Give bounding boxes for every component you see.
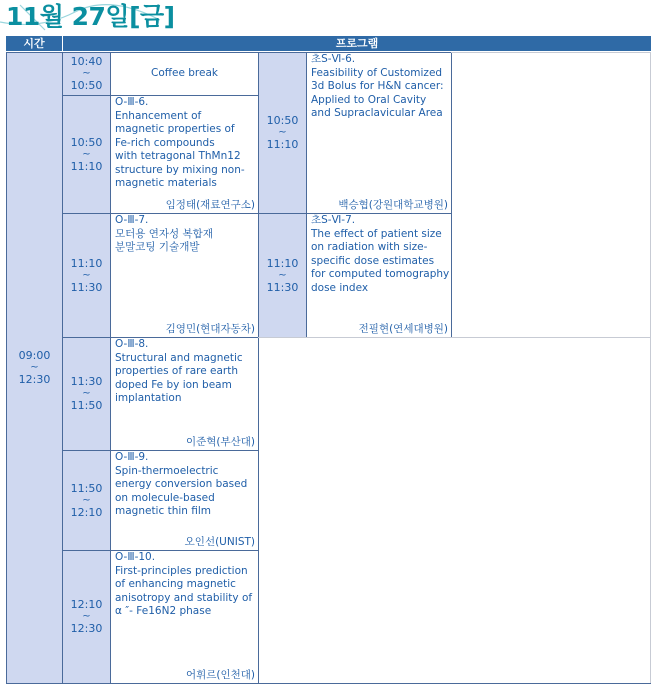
program-o-iii-8: O-Ⅲ-8. Structural and magnetic properties of rare earth doped Fe by ion beam implantation 이준혁(부산대) — [110, 337, 259, 451]
program-o-iii-7: O-Ⅲ-7. 모터용 연자성 복합재 분말코팅 기술개발 김영민(현대자동차) — [110, 213, 259, 338]
program-o-iii-10: O-Ⅲ-10. First-principles prediction of enhancing magnetic anisotropy and stability of α ″- Fe16N2 phase 어휘르(인천대) — [110, 550, 259, 684]
time-cell-r0: 10:50 ~ 11:10 — [258, 52, 307, 214]
session-end: 12:30 — [18, 373, 51, 386]
program-o-iii-9: O-Ⅲ-9. Spin-thermoelectric energy conversion based on molecule-based magnetic thin film 오인선(UNIST) — [110, 450, 259, 551]
speaker: 임정태(재료연구소) — [165, 198, 255, 211]
empty-right-cell — [451, 52, 651, 338]
time-cell-l5: 12:10 ~ 12:30 — [62, 550, 111, 684]
header-program: 프로그램 — [63, 36, 651, 51]
program-coffee-break: Coffee break — [110, 52, 259, 96]
speaker: 이준혁(부산대) — [185, 435, 255, 448]
speaker: 전필현(연세대병원) — [358, 322, 448, 335]
time-cell-l4: 11:50 ~ 12:10 — [62, 450, 111, 551]
speaker: 어휘르(인천대) — [185, 668, 255, 681]
time-cell-l2: 11:10 ~ 11:30 — [62, 213, 111, 338]
time-cell-l1: 10:50 ~ 11:10 — [62, 95, 111, 214]
program-s-vi-6: 초S-Ⅵ-6. Feasibility of Customized 3d Bolus for H&N cancer: Applied to Oral Cavity and Supraclavicular Area 백승협(강원대학교병원) — [306, 52, 452, 214]
speaker: 백승협(강원대학교병원) — [338, 198, 448, 211]
program-s-vi-7: 초S-Ⅵ-7. The effect of patient size on radiation with size- specific dose estimates for computed tomography dose index 전필현(연세대병원) — [306, 213, 452, 338]
speaker: 오인선(UNIST) — [184, 535, 255, 548]
page-title: 11월 27일[금] — [6, 2, 175, 31]
session-time-cell: 09:00 ~ 12:30 — [6, 52, 63, 684]
time-cell-l0: 10:40 ~ 10:50 — [62, 52, 111, 96]
session-start: 09:00 — [18, 349, 51, 362]
program-o-iii-6: O-Ⅲ-6. Enhancement of magnetic properties of Fe-rich compounds with tetragonal ThMn12 structure by mixing non- magnetic materials 임정태(재료연구소) — [110, 95, 259, 214]
speaker: 김영민(현대자동차) — [165, 322, 255, 335]
header-time: 시간 — [6, 36, 62, 51]
empty-bottom-cell — [258, 337, 651, 684]
time-cell-r1: 11:10 ~ 11:30 — [258, 213, 307, 338]
time-cell-l3: 11:30 ~ 11:50 — [62, 337, 111, 451]
